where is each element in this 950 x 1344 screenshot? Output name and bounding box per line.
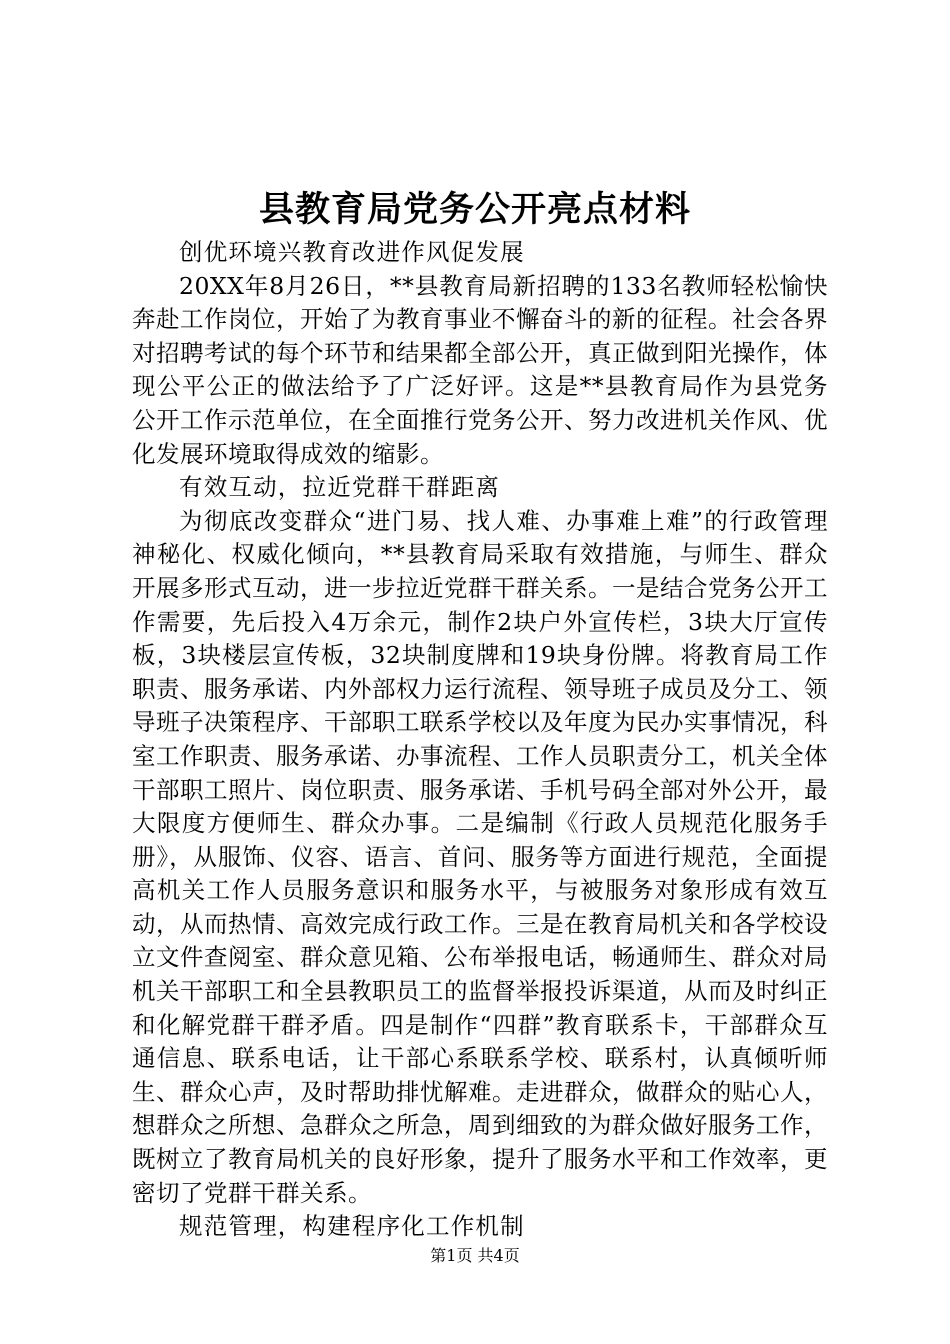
document-title: 县教育局党务公开亮点材料 — [258, 189, 691, 230]
page-number-footer: 第1页 共4页 — [430, 1246, 520, 1265]
section-heading-1: 创优环境兴教育改进作风促发展 — [179, 238, 525, 266]
section-heading-2: 有效互动，拉近党群干群距离 — [179, 473, 501, 502]
paragraph-intro: 20XX年8月26日，**县教育局新招聘的133名教师轻松愉快奔赴工作岗位，开始了为教育事业不懈奋斗的新的征程。社会各界对招聘考试的每个环节和结果都全部公开，真正做到阳光操作，体现公平公正的做法给予了广泛好评。这是**县教育局作为县党务公开工作示范单位，在全面推行党务公开、努力改进机关作风、优化发展环境取得成效的缩影。 — [132, 271, 828, 468]
paragraph-interaction: 为彻底改变群众“进门易、找人难、办事难上难”的行政管理神秘化、权威化倾向，**县教育局采取有效措施，与师生、群众开展多形式互动，进一步拉近党群干群关系。一是结合党务公开工作需要，先后投入4万余元，制作2块户外宣传栏，3块大厅宣传板，3块楼层宣传板，32块制度牌和19块身份牌。将教育局工作职责、服务承诺、内外部权力运行流程、领导班子成员及分工、领导班子决策程序、干部职工联系学校以及年度为民办实事情况，科室工作职责、服务承诺、办事流程、工作人员职责分工，机关全体干部职工照片、岗位职责、服务承诺、手机号码全部对外公开，最大限度方便师生、群众办事。二是编制《行政人员规范化服务手册》，从服饰、仪容、语言、首问、服务等方面进行规范，全面提高机关工作人员服务意识和服务水平，与被服务对象形成有效互动，从而热情、高效完成行政工作。三是在教育局机关和各学校设立文件查阅室、群众意见箱、公布举报电话，畅通师生、群众对局机关干部职工和全县教职员工的监督举报投诉渠道，从而及时纠正和化解党群干群矛盾。四是制作“四群”教育联系卡，干部群众互通信息、联系电话，让干部心系联系学校、联系村，认真倾听师生、群众心声，及时帮助排忧解难。走进群众，做群众的贴心人，想群众之所想、急群众之所急，周到细致的为群众做好服务工作，既树立了教育局机关的良好形象，提升了服务水平和工作效率，更密切了党群干群关系。 — [132, 506, 828, 1207]
document-body — [132, 236, 828, 1244]
section-heading-3: 规范管理，构建程序化工作机制 — [179, 1212, 525, 1241]
